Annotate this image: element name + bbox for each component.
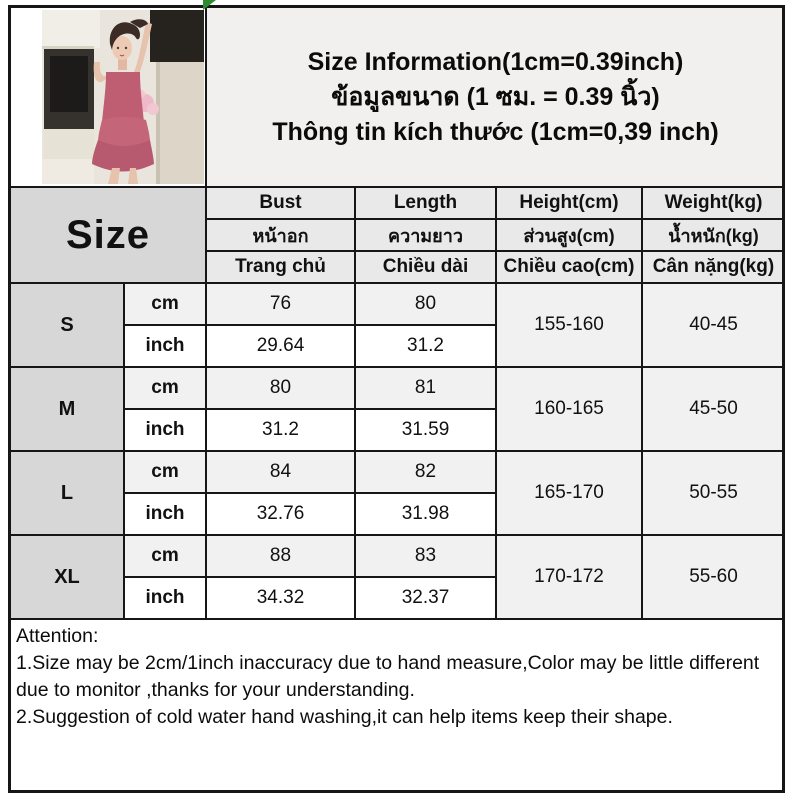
m-bust-inch: 31.2	[206, 409, 355, 451]
size-label-s: S	[10, 283, 124, 367]
product-photo	[11, 8, 205, 186]
xl-bust-cm: 88	[206, 535, 355, 577]
col-header-weight-th: น้ำหนัก(kg)	[642, 219, 785, 251]
table-row-s-cm	[10, 283, 785, 325]
xl-weight-range: 55-60	[642, 535, 785, 619]
col-header-length-en: Length	[355, 187, 496, 219]
size-chart-table	[9, 6, 785, 620]
s-height-range: 155-160	[496, 283, 642, 367]
size-info-title-cell	[206, 7, 785, 187]
xl-height-range: 170-172	[496, 535, 642, 619]
size-label-xl: XL	[10, 535, 124, 619]
s-length-inch: 31.2	[355, 325, 496, 367]
l-bust-cm: 84	[206, 451, 355, 493]
unit-label-cm: cm	[124, 283, 206, 325]
xl-length-inch: 32.37	[355, 577, 496, 619]
title-en: Size Information(1cm=0.39inch)	[307, 47, 684, 76]
xl-bust-inch: 34.32	[206, 577, 355, 619]
table-row-m-cm	[10, 367, 785, 409]
table-row-xl-cm	[10, 535, 785, 577]
table-row-l-cm	[10, 451, 785, 493]
xl-length-cm: 83	[355, 535, 496, 577]
unit-label-cm: cm	[124, 367, 206, 409]
m-length-cm: 81	[355, 367, 496, 409]
attention-item-1: 1.Size may be 2cm/1inch inaccuracy due to hand measure,Color may be little different due to monitor ,thanks for your understanding.	[16, 652, 760, 701]
col-header-height-vi: Chiều cao(cm)	[496, 251, 642, 283]
title-vi: Thông tin kích thước (1cm=0,39 inch)	[272, 117, 719, 146]
m-bust-cm: 80	[206, 367, 355, 409]
unit-label-inch: inch	[124, 493, 206, 535]
col-header-height-en: Height(cm)	[496, 187, 642, 219]
s-bust-cm: 76	[206, 283, 355, 325]
unit-label-cm: cm	[124, 451, 206, 493]
m-weight-range: 45-50	[642, 367, 785, 451]
size-chart-sheet	[8, 5, 785, 793]
unit-label-cm: cm	[124, 535, 206, 577]
col-header-bust-en: Bust	[206, 187, 355, 219]
col-header-length-th: ความยาว	[355, 219, 496, 251]
size-label-l: L	[10, 451, 124, 535]
s-length-cm: 80	[355, 283, 496, 325]
s-weight-range: 40-45	[642, 283, 785, 367]
title-th: ข้อมูลขนาด (1 ซม. = 0.39 นิ้ว)	[331, 82, 660, 111]
m-height-range: 160-165	[496, 367, 642, 451]
unit-label-inch: inch	[124, 409, 206, 451]
unit-label-inch: inch	[124, 325, 206, 367]
l-length-inch: 31.98	[355, 493, 496, 535]
l-bust-inch: 32.76	[206, 493, 355, 535]
col-header-height-th: ส่วนสูง(cm)	[496, 219, 642, 251]
l-height-range: 165-170	[496, 451, 642, 535]
l-length-cm: 82	[355, 451, 496, 493]
attention-item-2: 2.Suggestion of cold water hand washing,it can help items keep their shape.	[16, 706, 673, 728]
s-bust-inch: 29.64	[206, 325, 355, 367]
product-photo-cell	[10, 7, 206, 187]
col-header-weight-vi: Cân nặng(kg)	[642, 251, 785, 283]
attention-heading: Attention:	[16, 625, 99, 647]
size-label-m: M	[10, 367, 124, 451]
col-header-length-vi: Chiều dài	[355, 251, 496, 283]
attention-section	[11, 620, 782, 731]
col-header-bust-th: หน้าอก	[206, 219, 355, 251]
col-header-weight-en: Weight(kg)	[642, 187, 785, 219]
unit-label-inch: inch	[124, 577, 206, 619]
col-header-bust-vi: Trang chủ	[206, 251, 355, 283]
l-weight-range: 50-55	[642, 451, 785, 535]
size-header: Size	[10, 187, 206, 283]
m-length-inch: 31.59	[355, 409, 496, 451]
product-photo-illustration	[42, 10, 204, 184]
